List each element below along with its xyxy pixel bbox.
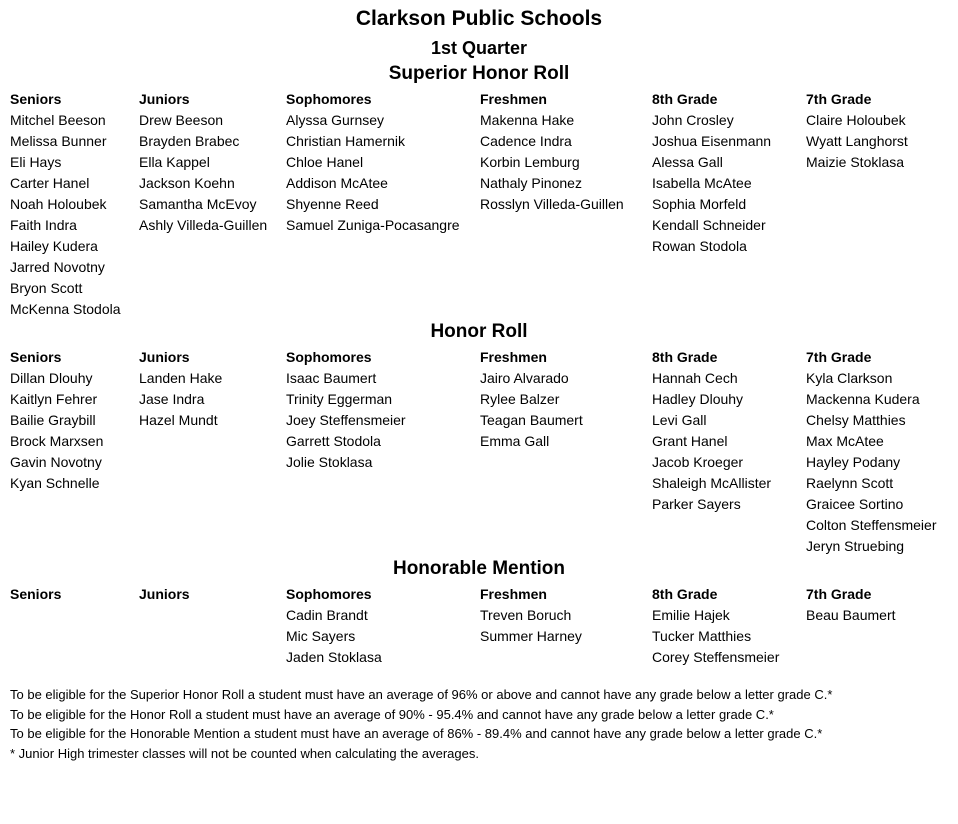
student-name: Jaden Stoklasa <box>286 649 382 665</box>
student-name: Colton Steffensmeier <box>806 517 937 533</box>
student-name: Kyla Clarkson <box>806 370 893 386</box>
grade-header: Juniors <box>139 349 190 365</box>
student-name: Brayden Brabec <box>139 133 240 149</box>
student-name: Nathaly Pinonez <box>480 175 582 191</box>
grade-column-7th-grade <box>806 347 936 557</box>
student-name: Garrett Stodola <box>286 433 381 449</box>
student-name: Jackson Koehn <box>139 175 235 191</box>
student-name: Beau Baumert <box>806 607 896 623</box>
student-name: Graicee Sortino <box>806 496 904 512</box>
student-list <box>139 368 222 431</box>
grade-column-8th-grade <box>652 584 779 668</box>
honor-roll-section <box>0 347 958 587</box>
student-name: Jarred Novotny <box>10 259 105 275</box>
student-name: Hazel Mundt <box>139 412 218 428</box>
student-name: Levi Gall <box>652 412 707 428</box>
student-name: Raelynn Scott <box>806 475 894 491</box>
student-name: Kaitlyn Fehrer <box>10 391 98 407</box>
student-name: John Crosley <box>652 112 734 128</box>
student-name: Shyenne Reed <box>286 196 379 212</box>
student-name: Cadence Indra <box>480 133 572 149</box>
grade-header: 7th Grade <box>806 91 872 107</box>
student-name: Rylee Balzer <box>480 391 560 407</box>
student-name: Mackenna Kudera <box>806 391 920 407</box>
student-list <box>286 605 382 668</box>
student-name: Samantha McEvoy <box>139 196 257 212</box>
section-title-honor-roll: Honor Roll <box>430 321 528 342</box>
student-name: Bailie Graybill <box>10 412 96 428</box>
student-name: Jacob Kroeger <box>652 454 744 470</box>
student-name: Faith Indra <box>10 217 77 233</box>
grade-column-juniors <box>139 584 190 605</box>
student-name: Korbin Lemburg <box>480 154 580 170</box>
student-name: Mitchel Beeson <box>10 112 106 128</box>
student-name: Eli Hays <box>10 154 62 170</box>
student-name: Chloe Hanel <box>286 154 364 170</box>
grade-column-juniors <box>139 347 222 431</box>
student-name: Cadin Brandt <box>286 607 368 623</box>
student-name: Jeryn Struebing <box>806 538 905 554</box>
student-name: Mic Sayers <box>286 628 356 644</box>
grade-header: Freshmen <box>480 586 547 602</box>
student-name: Landen Hake <box>139 370 223 386</box>
quarter-title: 1st Quarter <box>430 38 528 58</box>
grade-header: Seniors <box>10 91 62 107</box>
student-name: Hailey Kudera <box>10 238 98 254</box>
grade-header: 8th Grade <box>652 349 718 365</box>
superior-honor-roll-section <box>0 89 958 329</box>
footnote-honorable-mention: To be eligible for the Honorable Mention a student must have an average of 86% - 89.4% and cannot have any grade below a letter grade C.* <box>10 726 823 741</box>
student-name: Melissa Bunner <box>10 133 107 149</box>
student-name: Emilie Hajek <box>652 607 730 623</box>
student-name: Jase Indra <box>139 391 205 407</box>
footnote-junior-high-trimester: * Junior High trimester classes will not be counted when calculating the averages. <box>10 745 479 761</box>
student-list <box>10 368 103 494</box>
student-name: Addison McAtee <box>286 175 388 191</box>
student-name: Bryon Scott <box>10 280 83 296</box>
student-list <box>10 110 121 320</box>
student-name: Noah Holoubek <box>10 196 107 212</box>
grade-header: Freshmen <box>480 349 547 365</box>
student-name: Chelsy Matthies <box>806 412 906 428</box>
student-list <box>139 110 267 236</box>
student-name: Jolie Stoklasa <box>286 454 373 470</box>
student-name: Isaac Baumert <box>286 370 377 386</box>
student-name: Teagan Baumert <box>480 412 583 428</box>
student-name: Emma Gall <box>480 433 550 449</box>
grade-header: Sophomores <box>286 91 372 107</box>
grade-column-sophomores <box>286 347 406 473</box>
student-name: Alessa Gall <box>652 154 723 170</box>
student-name: Hayley Podany <box>806 454 901 470</box>
student-name: Hannah Cech <box>652 370 738 386</box>
grade-column-freshmen <box>480 584 582 647</box>
student-name: Hadley Dlouhy <box>652 391 744 407</box>
grade-column-seniors <box>10 584 61 605</box>
grade-header: 8th Grade <box>652 586 718 602</box>
student-name: Dillan Dlouhy <box>10 370 93 386</box>
student-list <box>652 368 771 515</box>
student-name: Carter Hanel <box>10 175 90 191</box>
grade-column-8th-grade <box>652 347 771 515</box>
student-name: Drew Beeson <box>139 112 224 128</box>
student-list <box>286 110 460 236</box>
student-name: Samuel Zuniga-Pocasangre <box>286 217 460 233</box>
student-list <box>480 110 624 215</box>
student-name: Kyan Schnelle <box>10 475 100 491</box>
student-list <box>652 605 779 668</box>
student-name: Parker Sayers <box>652 496 741 512</box>
student-name: Christian Hamernik <box>286 133 406 149</box>
student-name: Makenna Hake <box>480 112 575 128</box>
student-name: Ashly Villeda-Guillen <box>139 217 268 233</box>
student-name: Tucker Matthies <box>652 628 752 644</box>
student-name: Maizie Stoklasa <box>806 154 905 170</box>
student-name: Corey Steffensmeier <box>652 649 780 665</box>
student-name: Sophia Morfeld <box>652 196 747 212</box>
school-title: Clarkson Public Schools <box>355 7 603 30</box>
student-name: Rosslyn Villeda-Guillen <box>480 196 624 212</box>
section-title-superior-honor-roll: Superior Honor Roll <box>388 63 570 84</box>
grade-column-7th-grade <box>806 584 896 626</box>
student-list <box>286 368 406 473</box>
student-name: Shaleigh McAllister <box>652 475 772 491</box>
student-list <box>480 368 583 452</box>
student-name: Brock Marxsen <box>10 433 104 449</box>
grade-column-sophomores <box>286 89 460 236</box>
grade-column-sophomores <box>286 584 382 668</box>
grade-column-8th-grade <box>652 89 771 257</box>
grade-column-7th-grade <box>806 89 908 173</box>
student-name: Jairo Alvarado <box>480 370 569 386</box>
student-name: Joey Steffensmeier <box>286 412 406 428</box>
student-name: Joshua Eisenmann <box>652 133 772 149</box>
grade-header: Sophomores <box>286 349 372 365</box>
grade-header: Seniors <box>10 349 62 365</box>
student-list <box>480 605 582 647</box>
student-list <box>806 368 936 557</box>
grade-column-juniors <box>139 89 267 236</box>
grade-header: 7th Grade <box>806 586 872 602</box>
student-name: Isabella McAtee <box>652 175 752 191</box>
student-name: Claire Holoubek <box>806 112 906 128</box>
student-name: Ella Kappel <box>139 154 210 170</box>
student-name: Alyssa Gurnsey <box>286 112 385 128</box>
grade-column-freshmen <box>480 347 583 452</box>
grade-header: 8th Grade <box>652 91 718 107</box>
student-name: Kendall Schneider <box>652 217 766 233</box>
student-name: Grant Hanel <box>652 433 728 449</box>
grade-header: 7th Grade <box>806 349 872 365</box>
student-name: Treven Boruch <box>480 607 572 623</box>
grade-header: Seniors <box>10 586 62 602</box>
student-name: Wyatt Langhorst <box>806 133 908 149</box>
student-name: Rowan Stodola <box>652 238 747 254</box>
student-list <box>652 110 771 257</box>
student-name: Summer Harney <box>480 628 582 644</box>
student-name: Trinity Eggerman <box>286 391 393 407</box>
grade-header: Freshmen <box>480 91 547 107</box>
footnote-honor-roll: To be eligible for the Honor Roll a student must have an average of 90% - 95.4% and cannot have any grade below a letter grade C.* <box>10 706 774 722</box>
eligibility-footnotes <box>10 685 950 763</box>
student-list <box>806 110 908 173</box>
grade-header: Sophomores <box>286 586 372 602</box>
grade-column-freshmen <box>480 89 624 215</box>
student-name: Gavin Novotny <box>10 454 102 470</box>
grade-column-seniors <box>10 347 103 494</box>
student-list <box>806 605 896 626</box>
grade-header: Juniors <box>139 91 190 107</box>
grade-header: Juniors <box>139 586 190 602</box>
grade-column-seniors <box>10 89 121 320</box>
student-name: McKenna Stodola <box>10 301 121 317</box>
student-name: Max McAtee <box>806 433 884 449</box>
section-title-honorable-mention: Honorable Mention <box>392 558 566 579</box>
footnote-superior-honor-roll: To be eligible for the Superior Honor Roll a student must have an average of 96% or above and cannot have any grade below a letter grade C.* <box>10 687 833 702</box>
